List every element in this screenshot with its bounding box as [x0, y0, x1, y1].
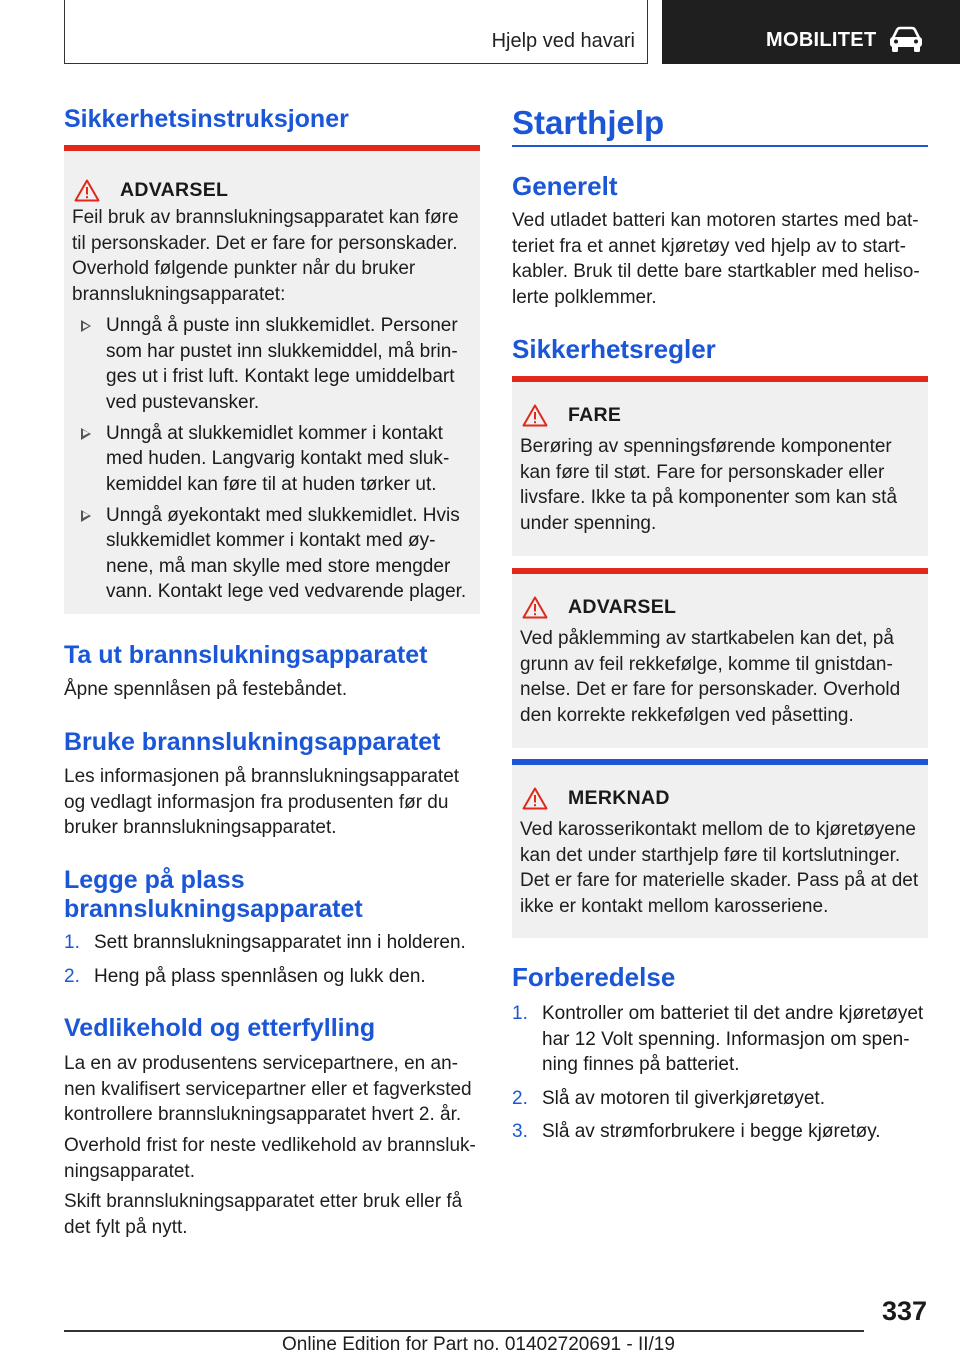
section-title-safety: Sikkerhetsinstruksjoner: [64, 105, 349, 133]
maintenance-text-3: Skift brannslukningsapparatet etter bruk eller få det fylt på nytt.: [64, 1191, 463, 1238]
bullet-arrow-icon: [81, 428, 91, 440]
list-item: Unngå øyekontakt med slukkemidlet. Hvis slukkemidlet kommer i kontakt med øynene, må man skylle med store mengder vann. Kontakt lege ved vedvarende plager.: [72, 503, 476, 605]
maintenance-text-1: La en av produsentens servicepartnere, en annen kvalifisert servicepartner eller et fagverksted kontrollere brannslukningsapparatet hvert 2. år.: [64, 1053, 472, 1125]
warning-label: ADVARSEL: [568, 595, 677, 618]
warning-label: ADVARSEL: [120, 178, 229, 201]
blue-divider: [512, 145, 928, 147]
warning-triangle-icon: [74, 179, 100, 202]
note-heading: [522, 785, 670, 811]
list-item: 3. Slå av strømforbrukere i begge kjøretøy.: [512, 1121, 881, 1142]
warning-intro: Feil bruk av brannslukningsapparatet kan føre til personskader. Det er fare for personskader. Overhold følgende punkter når du bruker brannslukningsapparatet:: [72, 207, 459, 305]
heading-safety-rules: Sikkerhetsregler: [512, 334, 716, 364]
warning-text: Ved påklemming av startkabelen kan det, på grunn av feil rekkefølge, komme til gnistdannelse. Det er fare for personskader. Overhold den korrekte rekkefølgen ved påsetting.: [520, 628, 901, 726]
heading-use: Bruke brannslukningsapparatet: [64, 728, 441, 756]
warning-heading: [522, 594, 676, 620]
danger-label: FARE: [568, 403, 622, 426]
danger-box: [512, 376, 928, 556]
red-bar: [512, 376, 928, 382]
heading-take-out: Ta ut brannslukningsapparatet: [64, 641, 428, 669]
use-text: Les informasjonen på brannslukningsapparatet og vedlagt informasjon fra produsenten før du bruker brannslukningsapparatet.: [64, 766, 460, 838]
note-box: [512, 759, 928, 938]
warning-triangle-icon: [522, 787, 548, 810]
chapter-title: MOBILITET: [766, 29, 877, 51]
warning-heading: [74, 177, 228, 203]
list-item: 1. Kontroller om batteriet til det andre kjøretøyet har 12 Volt spenning. Informasjon om spenning finnes på batteriet.: [512, 1003, 924, 1075]
list-item: 2. Slå av motoren til giverkjøretøyet.: [512, 1087, 825, 1109]
list-item: Unngå at slukkemidlet kommer i kontakt med huden. Langvarig kontakt med slukkemiddel kan føre til at huden tørker ut.: [72, 421, 476, 498]
footer-edition: Online Edition for Part no. 01402720691 - II/19: [282, 1334, 675, 1355]
danger-text: Berøring av spenningsførende komponenter kan føre til støt. Fare for personskader eller livsfare. Ikke ta på komponenter som kan stå under spenning.: [520, 436, 898, 534]
running-header: [64, 0, 648, 64]
warning-bullet-list: [72, 313, 476, 605]
list-item: 2. Heng på plass spennlåsen og lukk den.: [64, 965, 426, 987]
bullet-arrow-icon: [81, 320, 91, 332]
general-text: Ved utladet batteri kan motoren startes med batteriet fra et annet kjøretøy ved hjelp av to startkabler. Bruk til dette bare startkabler med helisolerte polklemmer.: [512, 210, 920, 308]
header-section-title: Hjelp ved havari: [491, 30, 635, 52]
note-label: MERKNAD: [568, 786, 670, 809]
warning-triangle-icon: [522, 596, 548, 619]
put-back-steps: [64, 930, 480, 989]
heading-maintenance: Vedlikehold og etterfylling: [64, 1014, 376, 1042]
chapter-tab: [662, 0, 960, 64]
warning-box: [512, 568, 928, 748]
blue-bar: [512, 759, 928, 765]
take-out-text: Åpne spennlåsen på festebåndet.: [64, 679, 348, 700]
heading-preparation: Forberedelse: [512, 962, 676, 992]
preparation-steps: [512, 1001, 928, 1145]
footer-divider: [64, 1330, 864, 1332]
chapter-main-title: Starthjelp: [512, 104, 665, 141]
heading-put-back: Legge på plass brannslukningsapparatet: [64, 866, 363, 923]
note-text: Ved karosserikontakt mellom de to kjøretøyene kan det under starthjelp føre til kortslutninger. Det er fare for materielle skader. Pass på at det ikke er kontakt mellom karosseriene.: [520, 819, 919, 917]
list-item: Unngå å puste inn slukkemidlet. Personer som har pustet inn slukkemiddel, må bringes ut i frist luft. Kontakt lege umiddelbart ved pustevansker.: [72, 313, 476, 415]
car-icon: [888, 26, 924, 54]
warning-box: [64, 151, 480, 614]
danger-heading: [522, 402, 621, 428]
list-item: 1. Sett brannslukningsapparatet inn i holderen.: [64, 932, 466, 953]
maintenance-text-2: Overhold frist for neste vedlikehold av brannslukningsapparatet.: [64, 1135, 476, 1182]
page-number: 337: [881, 1296, 927, 1326]
heading-general: Generelt: [512, 171, 618, 201]
warning-triangle-icon: [522, 404, 548, 427]
bullet-arrow-icon: [81, 510, 91, 522]
red-bar: [512, 568, 928, 574]
